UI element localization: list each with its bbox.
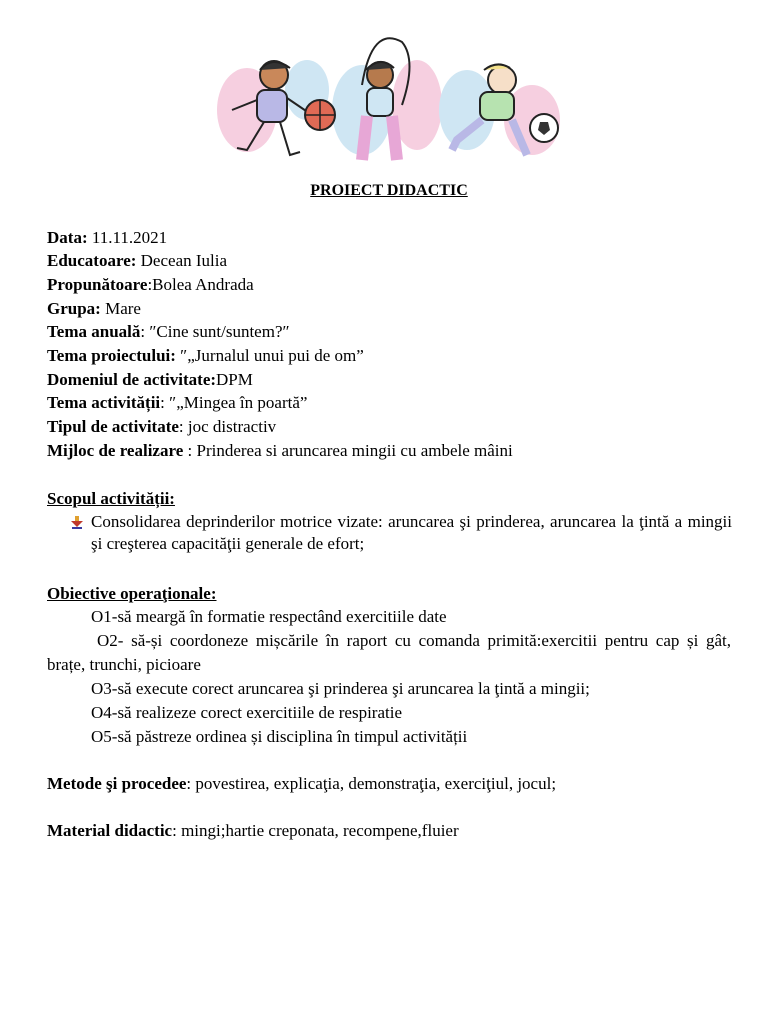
field-tema-proiectului bbox=[47, 346, 364, 366]
methods-label: Metode şi procedee bbox=[47, 774, 187, 793]
field-label: Tema anuală bbox=[47, 322, 141, 341]
children-playing-illustration bbox=[212, 30, 572, 170]
field-propunatoare bbox=[47, 275, 254, 295]
field-educatoare bbox=[47, 251, 227, 271]
material-label: Material didactic bbox=[47, 821, 173, 840]
field-label: Mijloc de realizare bbox=[47, 441, 184, 460]
field-label: Data: bbox=[47, 228, 88, 247]
scope-heading bbox=[47, 489, 175, 509]
scope-bullet-text: Consolidarea deprinderilor motrice vizate: aruncarea şi prinderea, aruncarea la ţintă a mingii şi creşterea capacităţii generale de efort; bbox=[91, 512, 732, 553]
field-value: ″„Jurnalul unui pui de om” bbox=[175, 346, 364, 365]
methods-value: : povestirea, explicaţia, demonstraţia, exerciţiul, jocul; bbox=[186, 774, 557, 793]
field-value: Mare bbox=[100, 299, 141, 318]
field-value: 11.11.2021 bbox=[87, 228, 168, 247]
objective-o1: O1-să meargă în formatie respectând exercitiile date bbox=[91, 607, 447, 626]
objectives-heading-text: Obiective operaţionale: bbox=[47, 584, 217, 603]
field-value: : ″Cine sunt/suntem?″ bbox=[140, 322, 290, 341]
scope-bullet bbox=[70, 511, 732, 555]
field-value: DPM bbox=[216, 370, 253, 389]
methods-line bbox=[47, 774, 556, 794]
field-tema-activitatii bbox=[47, 393, 307, 413]
field-mijloc bbox=[47, 441, 513, 461]
field-value: : ″„Mingea în poartă” bbox=[160, 393, 308, 412]
field-value: :Bolea Andrada bbox=[147, 275, 254, 294]
material-line bbox=[47, 821, 459, 841]
objective-o5: O5-să păstreze ordinea și disciplina în timpul activității bbox=[91, 727, 468, 746]
objective-o4: O4-să realizeze corect exercitiile de respiratie bbox=[91, 703, 402, 722]
material-value: : mingi;hartie creponata, recompene,fluier bbox=[172, 821, 459, 840]
objectives-heading bbox=[47, 584, 217, 604]
field-label: Grupa: bbox=[47, 299, 101, 318]
field-domeniul bbox=[47, 370, 253, 390]
field-value: : Prinderea si aruncarea mingii cu ambele mâini bbox=[183, 441, 513, 460]
scope-heading-text: Scopul activității: bbox=[47, 489, 175, 508]
field-label: Tema activității bbox=[47, 393, 161, 412]
field-tipul bbox=[47, 417, 276, 437]
field-tema-anuala bbox=[47, 322, 290, 342]
objective-o2: O2- să-și coordoneze mișcările în raport cu comanda primită:exercitii pentru cap și gât, brațe, trunchi, picioare bbox=[47, 631, 731, 674]
field-label: Propunătoare bbox=[47, 275, 148, 294]
field-data bbox=[47, 228, 167, 248]
field-grupa bbox=[47, 299, 141, 319]
field-label: Domeniul de activitate: bbox=[47, 370, 217, 389]
objective-o3: O3-să execute corect aruncarea şi prinderea şi aruncarea la ţintă a mingii; bbox=[91, 679, 590, 698]
field-value: Decean Iulia bbox=[136, 251, 228, 270]
arrow-bullet-icon bbox=[70, 515, 84, 529]
field-value: : joc distractiv bbox=[178, 417, 277, 436]
field-label: Tema proiectului: bbox=[47, 346, 176, 365]
field-label: Educatoare: bbox=[47, 251, 137, 270]
field-label: Tipul de activitate bbox=[47, 417, 179, 436]
page-title: PROIECT DIDACTIC bbox=[310, 182, 468, 199]
